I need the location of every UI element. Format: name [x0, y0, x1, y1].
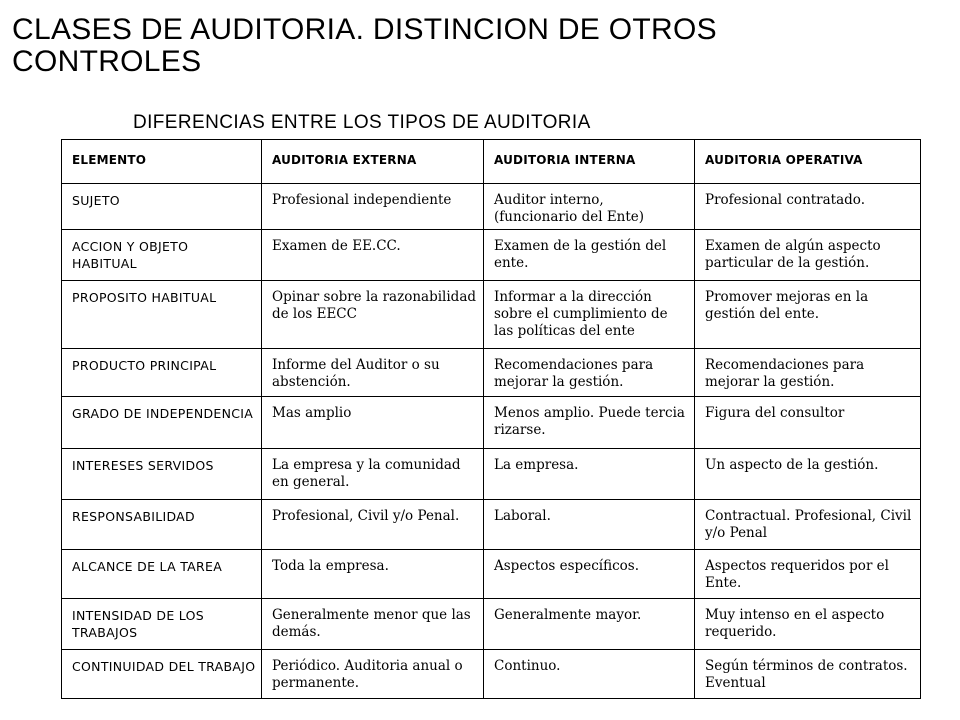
table-header-row — [62, 140, 921, 184]
table-subtitle: DIFERENCIAS ENTRE LOS TIPOS DE AUDITORIA — [133, 112, 591, 133]
cell-externa: La empresa y la comunidad en general. — [262, 449, 484, 500]
cell-externa: Opinar sobre la razonabilidad de los EECC — [262, 281, 484, 349]
cell-externa: Profesional independiente — [262, 184, 484, 230]
page-title: CLASES DE AUDITORIA. DISTINCION DE OTROS CONTROLES — [12, 13, 717, 78]
cell-externa: Toda la empresa. — [262, 550, 484, 599]
cell-interna: Menos amplio. Puede tercia rizarse. — [484, 397, 695, 449]
cell-operativa: Promover mejoras en la gestión del ente. — [695, 281, 921, 349]
row-label: INTERESES SERVIDOS — [62, 449, 262, 500]
cell-interna: Recomendaciones para mejorar la gestión. — [484, 349, 695, 397]
table-row — [62, 599, 921, 650]
cell-externa: Profesional, Civil y/o Penal. — [262, 500, 484, 550]
row-label: ACCION Y OBJETO HABITUAL — [62, 230, 262, 281]
table-row — [62, 184, 921, 230]
row-label: PRODUCTO PRINCIPAL — [62, 349, 262, 397]
row-label: INTENSIDAD DE LOS TRABAJOS — [62, 599, 262, 650]
cell-operativa: Un aspecto de la gestión. — [695, 449, 921, 500]
cell-operativa: Examen de algún aspecto particular de la gestión. — [695, 230, 921, 281]
table-row — [62, 281, 921, 349]
header-auditoria-interna: AUDITORIA INTERNA — [484, 140, 695, 184]
cell-operativa: Figura del consultor — [695, 397, 921, 449]
cell-operativa: Muy intenso en el aspecto requerido. — [695, 599, 921, 650]
cell-interna: Auditor interno, (funcionario del Ente) — [484, 184, 695, 230]
cell-operativa: Profesional contratado. — [695, 184, 921, 230]
row-label: PROPOSITO HABITUAL — [62, 281, 262, 349]
table-row — [62, 230, 921, 281]
cell-interna: Continuo. — [484, 650, 695, 699]
cell-externa: Informe del Auditor o su abstención. — [262, 349, 484, 397]
table-row — [62, 550, 921, 599]
row-label: GRADO DE INDEPENDENCIA — [62, 397, 262, 449]
row-label: RESPONSABILIDAD — [62, 500, 262, 550]
cell-operativa: Aspectos requeridos por el Ente. — [695, 550, 921, 599]
table-row — [62, 449, 921, 500]
table-row — [62, 500, 921, 550]
header-elemento: ELEMENTO — [62, 140, 262, 184]
cell-operativa: Contractual. Profesional, Civil y/o Penal — [695, 500, 921, 550]
row-label: ALCANCE DE LA TAREA — [62, 550, 262, 599]
cell-interna: Informar a la dirección sobre el cumplimiento de las políticas del ente — [484, 281, 695, 349]
cell-externa: Periódico. Auditoria anual o permanente. — [262, 650, 484, 699]
cell-externa: Mas amplio — [262, 397, 484, 449]
cell-interna: Examen de la gestión del ente. — [484, 230, 695, 281]
cell-interna: Generalmente mayor. — [484, 599, 695, 650]
table-row — [62, 349, 921, 397]
cell-interna: Aspectos específicos. — [484, 550, 695, 599]
table-row — [62, 397, 921, 449]
table-row — [62, 650, 921, 699]
cell-operativa: Según términos de contratos. Eventual — [695, 650, 921, 699]
cell-externa: Examen de EE.CC. — [262, 230, 484, 281]
header-auditoria-operativa: AUDITORIA OPERATIVA — [695, 140, 921, 184]
cell-interna: Laboral. — [484, 500, 695, 550]
row-label: CONTINUIDAD DEL TRABAJO — [62, 650, 262, 699]
row-label: SUJETO — [62, 184, 262, 230]
audit-comparison-table — [61, 139, 921, 699]
cell-interna: La empresa. — [484, 449, 695, 500]
cell-operativa: Recomendaciones para mejorar la gestión. — [695, 349, 921, 397]
cell-externa: Generalmente menor que las demás. — [262, 599, 484, 650]
header-auditoria-externa: AUDITORIA EXTERNA — [262, 140, 484, 184]
